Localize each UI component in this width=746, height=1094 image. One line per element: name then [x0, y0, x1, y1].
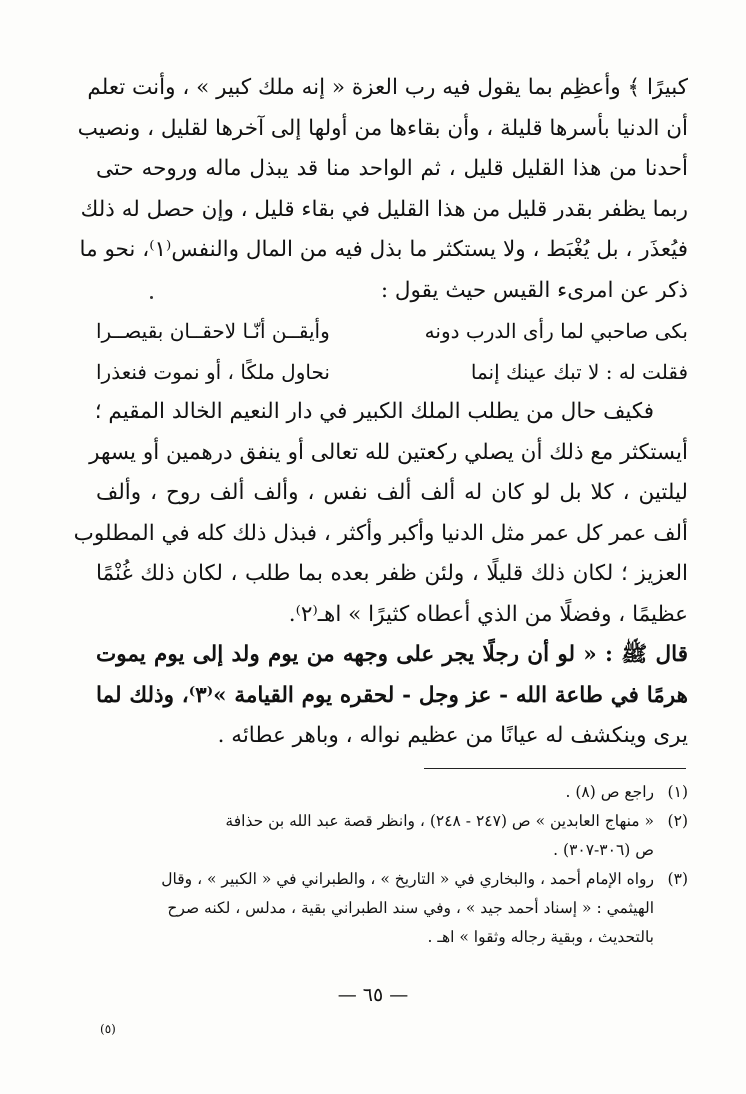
text-line: فيُعذَر ، بل يُغْبَط ، ولا يستكثر ما بذل فيه من المال والنفس⁽١⁾، نحو ما	[79, 237, 688, 262]
footnote-text: الهيثمي : « إسناد أحمد جيد » ، وفي سند الطبراني بقية ، مدلس ، لكنه صرح	[167, 899, 654, 917]
footnote-number: (٢)	[667, 812, 688, 830]
text-line: عظيمًا ، وفضلًا من الذي أعطاه كثيرًا » اهـ⁽٢⁾.	[288, 601, 688, 627]
poem-verse	[96, 352, 688, 393]
footnote-text: راجع ص (٨) .	[565, 783, 654, 801]
poem-verse	[96, 311, 688, 352]
footnote-divider	[424, 768, 686, 769]
verse-second-half: نحاول ملكًا ، أو نموت فنعذرا	[96, 359, 330, 384]
hadith-line: هرمًا في طاعة الله - عز وجل - لحقره يوم القيامة »⁽٣⁾، وذلك لما	[96, 682, 688, 708]
footnote-text: « منهاج العابدين » ص (٢٤٧ - ٢٤٨) ، وانظر قصة عبد الله بن حذافة	[225, 812, 654, 830]
ink-speck	[150, 296, 153, 299]
text-line: ذكر عن امرىء القيس حيث يقول :	[380, 277, 688, 303]
text-line: كبيرًا ﴾ وأعظِم بما يقول فيه رب العزة « إنه ملك كبير » ، وأنت تعلم	[87, 75, 688, 100]
text-line: فكيف حال من يطلب الملك الكبير في دار النعيم الخالد المقيم ؛	[94, 399, 654, 424]
text-line: أن الدنيا بأسرها قليلة ، وأن بقاءها من أولها إلى آخرها لقليل ، ونصيب	[77, 115, 688, 141]
footnote-text: رواه الإمام أحمد ، والبخاري في « التاريخ » ، والطبراني في « الكبير » ، وقال	[161, 870, 654, 888]
footnote	[96, 865, 688, 952]
footnote-text: بالتحديث ، وبقية رجاله وثقوا » اهـ .	[427, 928, 654, 946]
footnote-number: (٣)	[667, 870, 688, 888]
page-number: — ٦٥ —	[337, 984, 409, 1006]
footnotes	[96, 778, 688, 952]
text-line: ليلتين ، كلا بل لو كان له ألف ألف نفس ، وألف ألف روح ، وألف	[96, 480, 688, 505]
text-line: أحدنا من هذا القليل قليل ، ثم الواحد منا قد يبذل ماله وروحه حتى	[96, 156, 688, 181]
text-line: ربما يظفر بقدر قليل من هذا القليل في بقاء قليل ، وإن حصل له ذلك	[80, 196, 688, 222]
verse-first-half: بكى صاحبي لما رأى الدرب دونه	[424, 319, 688, 343]
hadith-line: قال ﷺ : « لو أن رجلًا يجر على وجهه من يوم ولد إلى يوم يموت	[96, 642, 688, 667]
footnote-text: ص (٣٠٦-٣٠٧) .	[553, 841, 654, 859]
printer-signature-mark: (٥)	[100, 1022, 116, 1036]
text-line: يرى وينكشف له عيانًا من عظيم نواله ، وباهر عطائه .	[217, 723, 688, 748]
text-line: ألف عمر كل عمر مثل الدنيا وأكبر وأكثر ، فبذل ذلك كله في المطلوب	[73, 520, 688, 546]
footnote-number: (١)	[667, 783, 688, 801]
verse-second-half: وأيقــن أنّـا لاحقــان بقيصــرا	[96, 319, 330, 343]
main-text	[73, 68, 688, 757]
text-line: أيستكثر مع ذلك أن يصلي ركعتين لله تعالى أو ينفق درهمين أو يسهر	[89, 439, 688, 465]
footnote	[96, 807, 688, 865]
text-line: العزيز ؛ لكان ذلك قليلًا ، ولئن ظفر بعده بما طلب ، لكان ذلك غُنْمًا	[96, 561, 688, 586]
verse-first-half: فقلت له : لا تبك عينك إنما	[470, 359, 688, 384]
footnote	[96, 778, 688, 807]
